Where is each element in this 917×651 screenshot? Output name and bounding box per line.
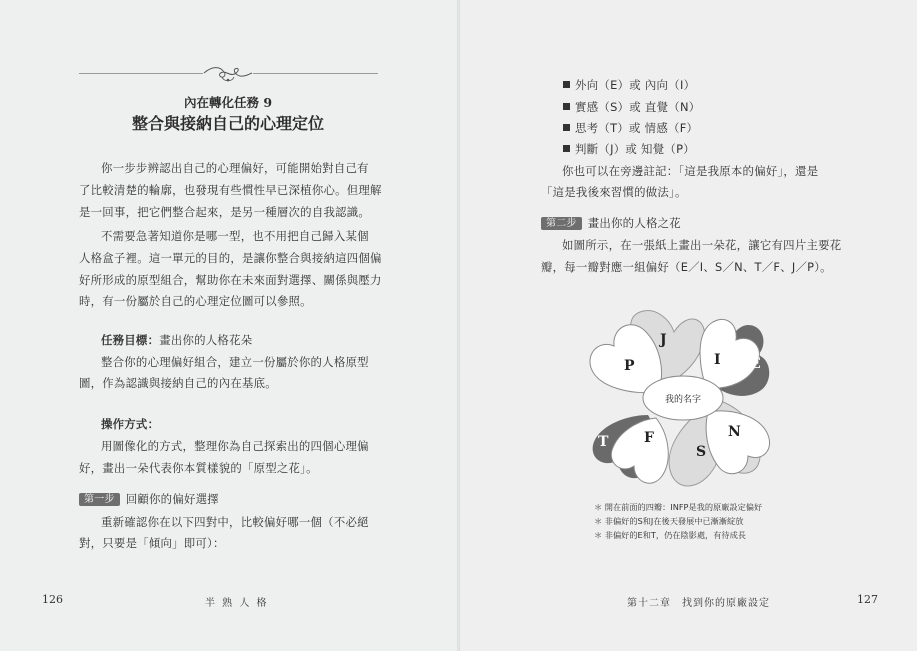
flower-center-label: 我的名字 <box>664 395 702 405</box>
letter-p: P <box>624 358 635 374</box>
step2-title: 畫出你的人格之花 <box>587 216 681 230</box>
square-bullet-icon <box>563 81 570 88</box>
step1-heading <box>79 488 379 511</box>
step1-title: 回顧你的偏好選擇 <box>125 492 219 506</box>
letter-i: I <box>714 352 721 368</box>
intro-line: 不需要急著知道你是哪一型，也不用把自己歸入某個 <box>101 229 369 243</box>
letter-j: J <box>660 332 667 348</box>
intro-line: 你一步步辨認出自己的心理偏好，可能開始對自己有 <box>101 161 369 175</box>
goal-text: 畫出你的人格花朵 <box>159 333 253 347</box>
preference-bullet-text: 判斷（J）或 知覺（P） <box>575 142 695 156</box>
task-title: 整合與接納自己的心理定位 <box>131 114 324 133</box>
square-bullet-icon <box>563 124 570 131</box>
ornament-rule-right <box>253 73 378 74</box>
ornament-rule-left <box>79 73 203 74</box>
preference-bullet <box>563 74 695 96</box>
preference-bullet-text: 思考（T）或 情感（F） <box>575 121 699 135</box>
running-head-left: 半 熟 人 格 <box>205 598 269 609</box>
page-number-left: 126 <box>42 593 63 606</box>
intro-line: 了比較清楚的輪廓，也發現有些慣性早已深植你心。但理解 <box>79 183 382 197</box>
figure-note: ＊ 開在前面的四瓣：INFP是我的原廠設定偏好 <box>594 500 762 514</box>
goal-heading <box>79 329 401 352</box>
figure-note: ＊ 非偏好的S和J在後天發展中已漸漸綻放 <box>594 514 762 528</box>
square-bullet-icon <box>563 145 570 152</box>
step2-body-line: 瓣，每一瓣對應一組偏好（E／I、S／N、T／F、J／P）。 <box>541 260 832 274</box>
figure-note: ＊ 非偏好的E和T，仍在陰影處，有待成長 <box>594 528 762 542</box>
method-body-line: 好，畫出一朵代表你本質樣貌的「原型之花」。 <box>79 461 318 475</box>
step1-body-line: 對，只要是「傾向」即可）： <box>79 536 225 550</box>
letter-s: S <box>696 444 707 460</box>
preference-bullet <box>563 117 698 139</box>
note-line: 你也可以在旁邊註記：「這是我原本的偏好」，還是 <box>562 164 819 178</box>
flourish-ornament-icon <box>200 60 256 86</box>
intro-line: 好所形成的原型組合，幫助你在未來面對選擇、關係與壓力 <box>79 273 382 287</box>
step1-tag: 第一步 <box>79 493 120 506</box>
step2-tag: 第二步 <box>541 217 582 230</box>
square-bullet-icon <box>563 103 570 110</box>
letter-n: N <box>728 424 741 440</box>
intro-line: 是一回事，把它們整合起來，是另一種層次的自我認識。 <box>79 205 371 219</box>
running-head-right: 第十二章 找到你的原廠設定 <box>627 598 770 609</box>
letter-e: E <box>750 356 761 372</box>
goal-body-line: 整合你的心理偏好組合，建立一份屬於你的人格原型 <box>101 355 369 369</box>
note-line: 「這是我後來習慣的做法」。 <box>541 185 687 199</box>
preference-bullet-text: 外向（E）或 內向（I） <box>575 78 696 92</box>
intro-line: 時，有一份屬於自己的心理定位圖可以參照。 <box>79 294 312 308</box>
task-label: 內在轉化任務 9 <box>183 95 273 110</box>
step1-body-line: 重新確認你在以下四對中，比較偏好哪一個（不必絕 <box>101 515 369 529</box>
preference-bullet <box>563 96 701 118</box>
page-number-right: 127 <box>857 593 878 606</box>
letter-t: T <box>598 434 609 450</box>
book-spine <box>457 0 460 651</box>
preference-bullet <box>563 138 695 160</box>
step2-body-line: 如圖所示，在一張紙上畫出一朵花，讓它有四片主要花 <box>562 238 842 252</box>
letter-f: F <box>644 430 654 446</box>
step2-heading <box>541 212 841 235</box>
personality-flower-diagram <box>578 300 788 500</box>
method-label: 操作方式： <box>101 417 160 431</box>
method-body-line: 用圖像化的方式，整理你為自己探索出的四個心理偏 <box>101 439 369 453</box>
goal-label: 任務目標： <box>101 333 160 347</box>
figure-notes <box>594 500 762 542</box>
intro-line: 人格盒子裡。這一單元的目的，是讓你整合與接納這四個偏 <box>79 251 382 265</box>
preference-bullet-text: 實感（S）或 直覺（N） <box>575 100 701 114</box>
goal-body-line: 圖，作為認識與接納自己的內在基底。 <box>79 376 277 390</box>
